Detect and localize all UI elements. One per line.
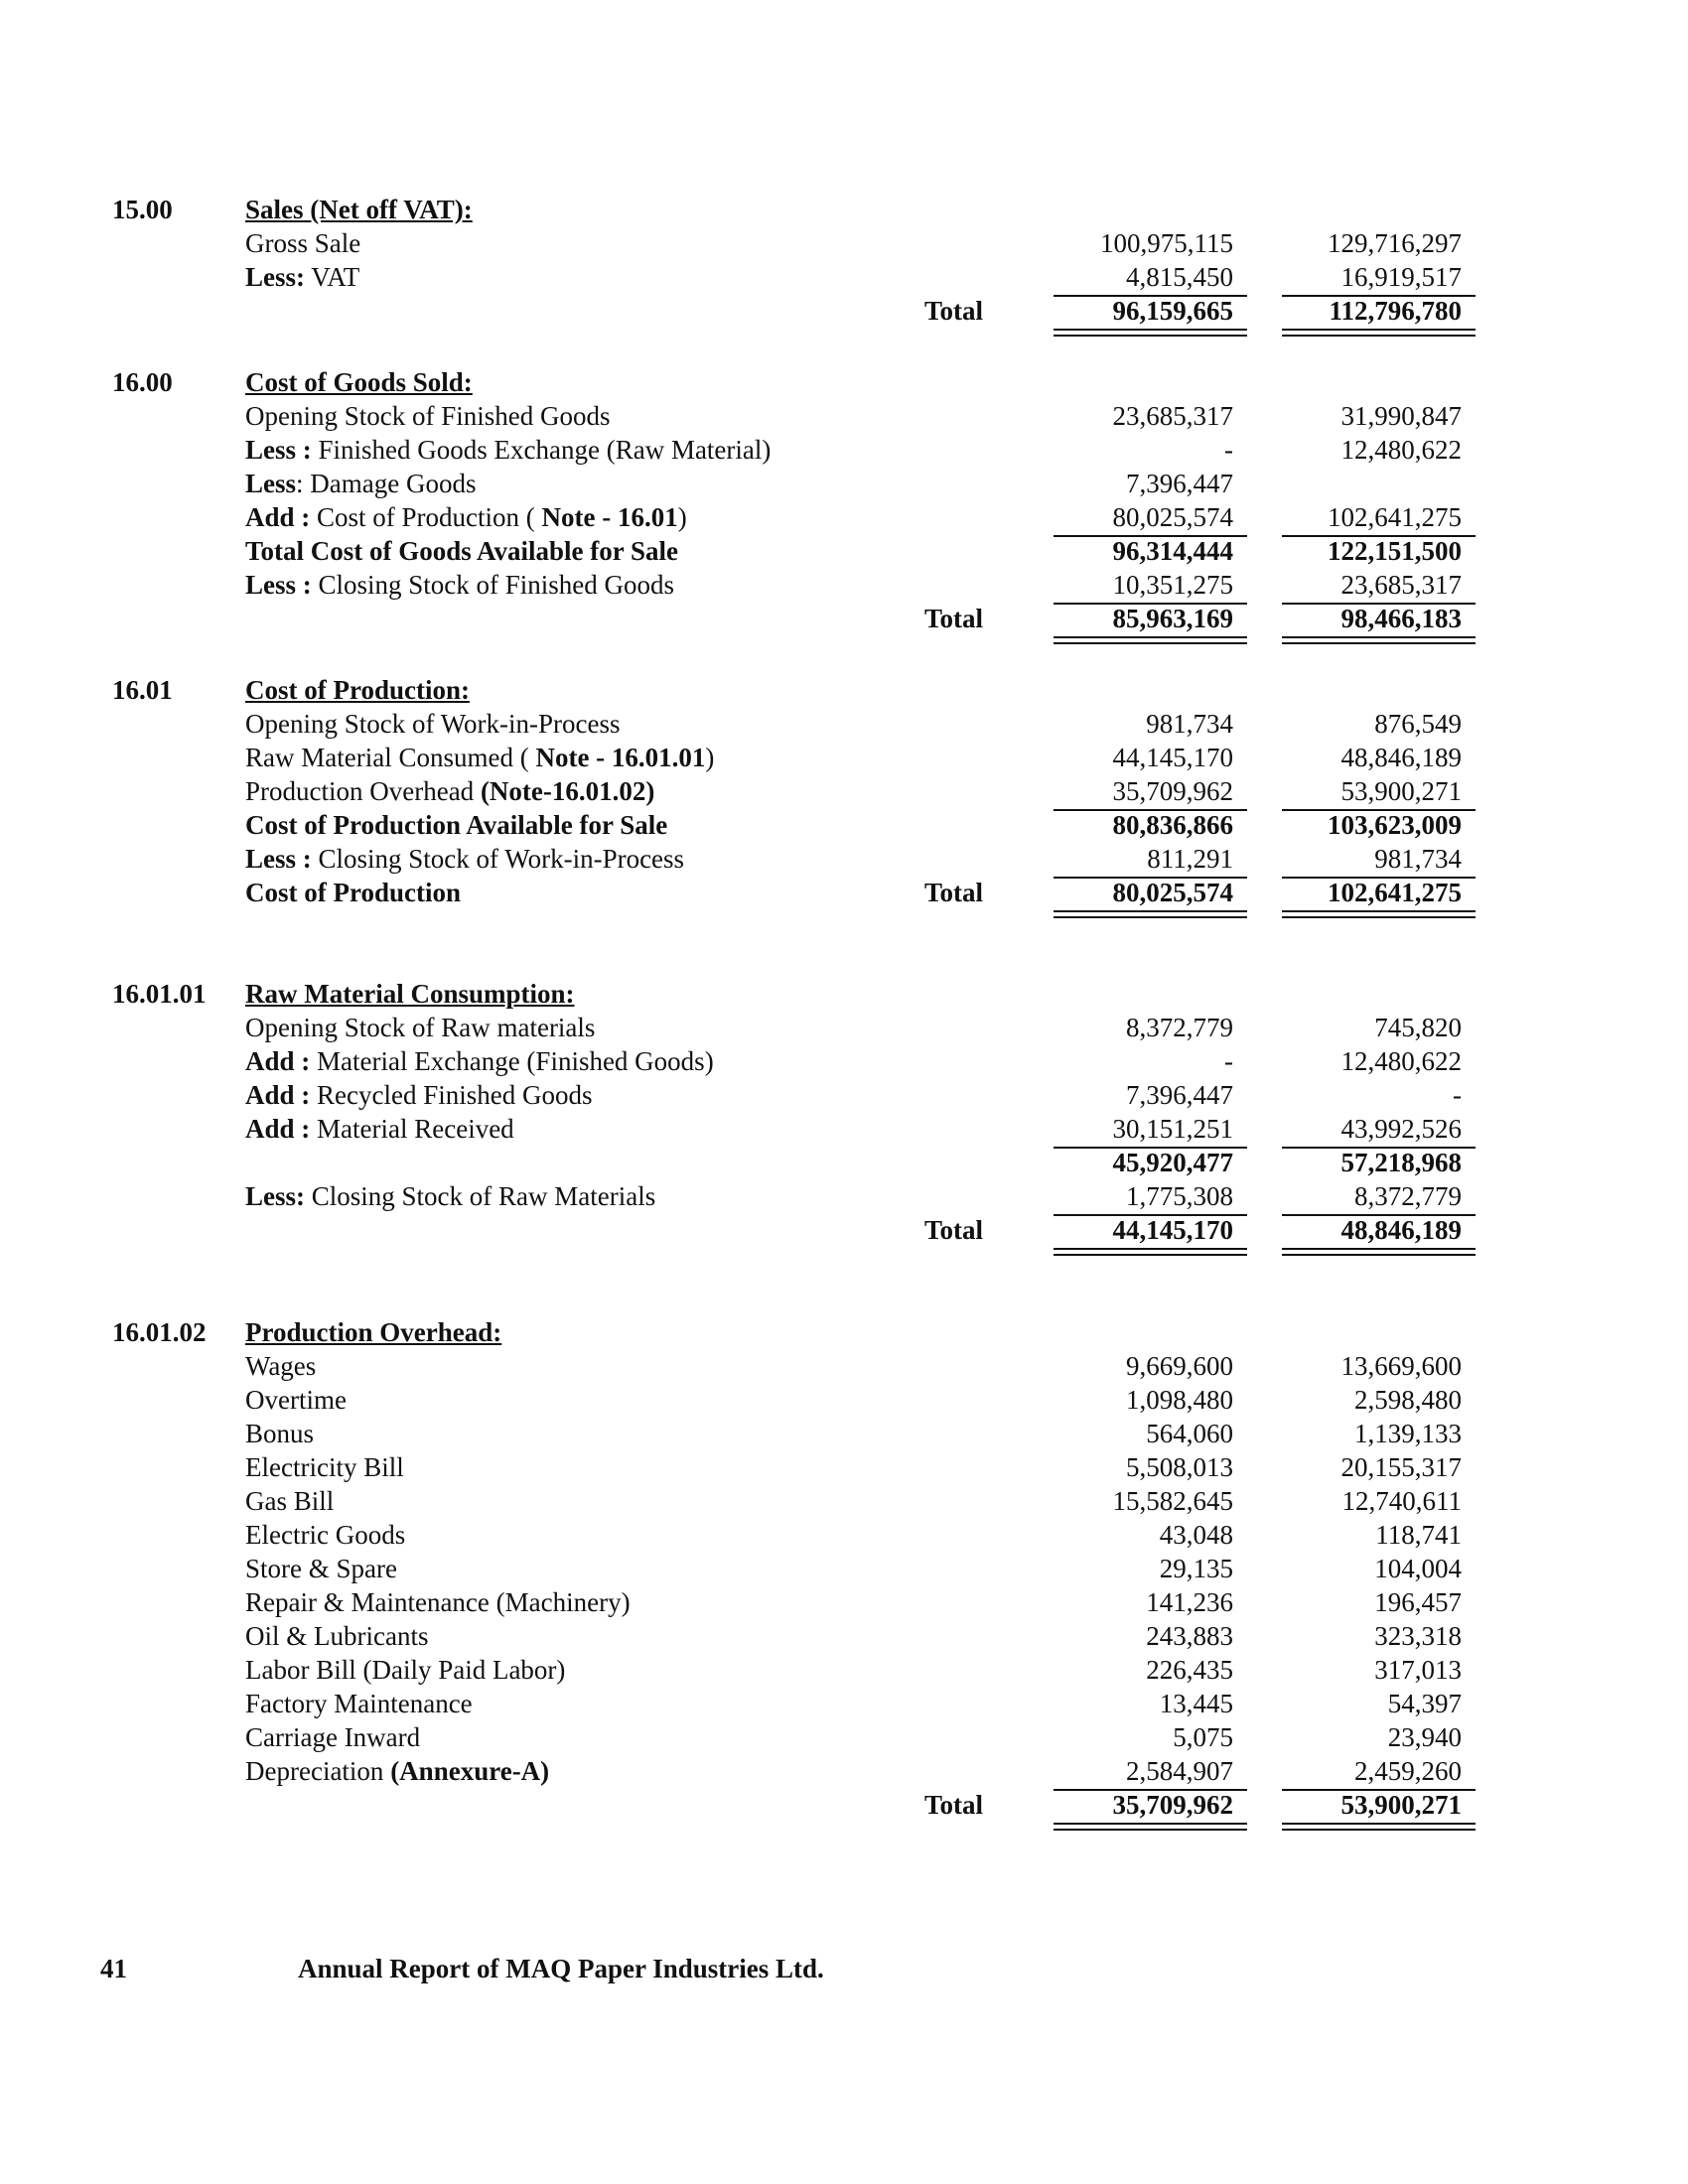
- line-item: [0, 1011, 1688, 1044]
- previous-year-total: 48,846,189: [1286, 1213, 1462, 1247]
- section-heading-row: [0, 673, 1688, 707]
- current-year-value: 7,396,447: [1126, 469, 1233, 498]
- overhead-item: [0, 1754, 1688, 1788]
- previous-year-value: 103,623,009: [1328, 810, 1462, 840]
- item-label: Opening Stock of Finished Goods: [245, 401, 611, 431]
- note-number: 16.01.01: [112, 979, 207, 1009]
- item-label: Wages: [245, 1351, 317, 1381]
- current-year-value: 564,060: [1146, 1419, 1233, 1448]
- item-label: Opening Stock of Raw materials: [245, 1013, 596, 1042]
- current-year-value: -: [1224, 1046, 1233, 1076]
- current-year-value: 23,685,317: [1112, 401, 1233, 431]
- item-label: Raw Material Consumed ( Note - 16.01.01): [245, 743, 715, 772]
- item-label: Less : Finished Goods Exchange (Raw Material): [245, 435, 772, 465]
- item-label: Overtime: [245, 1385, 347, 1415]
- overhead-item: [0, 1619, 1688, 1653]
- item-label: Bonus: [245, 1419, 315, 1448]
- overhead-item: [0, 1720, 1688, 1754]
- section-title: Raw Material Consumption:: [245, 979, 575, 1009]
- current-year-value: 100,975,115: [1100, 228, 1233, 258]
- current-year-value: 7,396,447: [1126, 1080, 1233, 1110]
- line-item: [0, 1078, 1688, 1112]
- previous-year-value: 118,741: [1375, 1520, 1462, 1550]
- overhead-item: [0, 1653, 1688, 1687]
- section-title: Cost of Goods Sold:: [245, 367, 473, 397]
- previous-year-value: 23,685,317: [1286, 568, 1462, 602]
- overhead-item: [0, 1687, 1688, 1720]
- section-heading-row: [0, 977, 1688, 1011]
- previous-year-value: 981,734: [1286, 842, 1462, 876]
- item-label: Add : Material Received: [245, 1114, 514, 1144]
- previous-year-value: 102,641,275: [1286, 500, 1462, 534]
- current-year-value: 43,048: [1159, 1520, 1233, 1550]
- item-label: Store & Spare: [245, 1554, 397, 1583]
- section-heading-row: [0, 1315, 1688, 1349]
- line-item: [0, 467, 1688, 500]
- item-label: Labor Bill (Daily Paid Labor): [245, 1655, 566, 1685]
- item-label: Less: Closing Stock of Raw Materials: [245, 1181, 656, 1211]
- previous-year-value: 2,459,260: [1286, 1754, 1462, 1788]
- note-number: 16.00: [112, 367, 173, 397]
- section-title: Cost of Production:: [245, 675, 470, 705]
- previous-year-value: 13,669,600: [1340, 1351, 1462, 1381]
- current-year-value: 5,508,013: [1126, 1452, 1233, 1482]
- previous-year-value: 12,480,622: [1340, 1046, 1462, 1076]
- item-label: Less : Closing Stock of Work-in-Process: [245, 844, 685, 874]
- previous-year-value: 876,549: [1374, 709, 1462, 739]
- note-number: 16.01.02: [112, 1317, 207, 1347]
- item-label: Gas Bill: [245, 1486, 335, 1516]
- current-year-value: 30,151,251: [1057, 1112, 1233, 1146]
- previous-year-value: 57,218,968: [1340, 1148, 1462, 1177]
- current-year-value: 15,582,645: [1112, 1486, 1233, 1516]
- current-year-total: 44,145,170: [1057, 1213, 1233, 1247]
- section-heading-row: [0, 193, 1688, 226]
- total-label: Total: [923, 604, 983, 633]
- section-heading-row: [0, 365, 1688, 399]
- current-year-value: 96,314,444: [1112, 536, 1233, 566]
- item-label: Carriage Inward: [245, 1722, 421, 1752]
- current-year-value: 811,291: [1057, 842, 1233, 876]
- previous-year-value: 1,139,133: [1354, 1419, 1462, 1448]
- item-label: Less : Closing Stock of Finished Goods: [245, 570, 675, 600]
- item-label: Repair & Maintenance (Machinery): [245, 1587, 631, 1617]
- overhead-item: [0, 1552, 1688, 1585]
- page-number: 41: [100, 1954, 127, 1983]
- current-year-value: 8,372,779: [1126, 1013, 1233, 1042]
- previous-year-total: 102,641,275: [1286, 876, 1462, 909]
- line-item: [0, 568, 1688, 602]
- section-title: Production Overhead:: [245, 1317, 502, 1347]
- item-label: Cost of Production Available for Sale: [245, 810, 668, 840]
- total-row: [0, 602, 1688, 635]
- item-label: Factory Maintenance: [245, 1689, 473, 1718]
- line-item: [0, 399, 1688, 433]
- current-year-value: 45,920,477: [1112, 1148, 1233, 1177]
- previous-year-value: 54,397: [1387, 1689, 1462, 1718]
- total-row: [0, 1213, 1688, 1247]
- previous-year-value: 323,318: [1374, 1621, 1462, 1651]
- line-item: [0, 1179, 1688, 1213]
- total-label: Total: [923, 1215, 983, 1245]
- item-label: Less: VAT: [245, 262, 360, 292]
- current-year-value: 44,145,170: [1112, 743, 1233, 772]
- previous-year-value: 8,372,779: [1286, 1179, 1462, 1213]
- previous-year-value: 12,480,622: [1340, 435, 1462, 465]
- previous-year-value: 43,992,526: [1286, 1112, 1462, 1146]
- previous-year-total: 112,796,780: [1286, 294, 1462, 328]
- previous-year-value: 317,013: [1374, 1655, 1462, 1685]
- previous-year-value: 2,598,480: [1354, 1385, 1462, 1415]
- item-label: Opening Stock of Work-in-Process: [245, 709, 621, 739]
- overhead-item: [0, 1518, 1688, 1552]
- note-number: 16.01: [112, 675, 173, 705]
- item-label: Production Overhead (Note-16.01.02): [245, 776, 655, 806]
- overhead-item: [0, 1383, 1688, 1417]
- previous-year-value: 12,740,611: [1341, 1486, 1462, 1516]
- item-label: Electricity Bill: [245, 1452, 404, 1482]
- overhead-item: [0, 1585, 1688, 1619]
- total-label: Total: [923, 296, 983, 326]
- subtotal-row: [0, 1146, 1688, 1179]
- previous-year-value: 53,900,271: [1286, 774, 1462, 808]
- previous-year-value: 104,004: [1374, 1554, 1462, 1583]
- current-year-value: 5,075: [1173, 1722, 1233, 1752]
- current-year-value: 80,025,574: [1057, 500, 1233, 534]
- item-label: Add : Cost of Production ( Note - 16.01): [245, 502, 687, 532]
- previous-year-value: 20,155,317: [1340, 1452, 1462, 1482]
- current-year-value: 29,135: [1159, 1554, 1233, 1583]
- current-year-value: 4,815,450: [1057, 260, 1233, 294]
- item-label: Gross Sale: [245, 228, 361, 258]
- item-label: Less: Damage Goods: [245, 469, 477, 498]
- current-year-value: 981,734: [1146, 709, 1233, 739]
- current-year-value: 80,836,866: [1112, 810, 1233, 840]
- current-year-value: -: [1224, 435, 1233, 465]
- item-label: Depreciation (Annexure-A): [245, 1756, 550, 1786]
- line-item: [0, 774, 1688, 808]
- current-year-total: 80,025,574: [1057, 876, 1233, 909]
- line-item: [0, 1044, 1688, 1078]
- current-year-value: 226,435: [1146, 1655, 1233, 1685]
- item-label: Oil & Lubricants: [245, 1621, 429, 1651]
- previous-year-value: 122,151,500: [1328, 536, 1462, 566]
- current-year-value: 2,584,907: [1057, 1754, 1233, 1788]
- previous-year-value: -: [1453, 1080, 1462, 1110]
- current-year-total: 96,159,665: [1057, 294, 1233, 328]
- line-item: [0, 226, 1688, 260]
- item-label: Electric Goods: [245, 1520, 406, 1550]
- total-label: Total: [923, 1790, 983, 1820]
- line-item: [0, 1112, 1688, 1146]
- overhead-item: [0, 1417, 1688, 1450]
- total-row: [0, 1788, 1688, 1822]
- line-item: [0, 260, 1688, 294]
- previous-year-value: 196,457: [1374, 1587, 1462, 1617]
- note-number: 15.00: [112, 195, 173, 224]
- current-year-value: 141,236: [1146, 1587, 1233, 1617]
- section-title: Sales (Net off VAT):: [245, 195, 473, 224]
- previous-year-value: 23,940: [1387, 1722, 1462, 1752]
- line-item: [0, 842, 1688, 876]
- total-row: [0, 876, 1688, 909]
- total-label: Total: [923, 878, 983, 907]
- line-item: [0, 500, 1688, 534]
- previous-year-value: 31,990,847: [1340, 401, 1462, 431]
- footer-report-title: Annual Report of MAQ Paper Industries Ltd.: [298, 1954, 824, 1983]
- previous-year-total: 98,466,183: [1286, 602, 1462, 635]
- line-item: [0, 741, 1688, 774]
- current-year-value: 10,351,275: [1057, 568, 1233, 602]
- subtotal-row: [0, 808, 1688, 842]
- line-item: [0, 433, 1688, 467]
- overhead-item: [0, 1349, 1688, 1383]
- item-label: Cost of Production: [245, 878, 462, 907]
- line-item: [0, 707, 1688, 741]
- current-year-value: 1,098,480: [1126, 1385, 1233, 1415]
- previous-year-value: 16,919,517: [1286, 260, 1462, 294]
- item-label: Add : Recycled Finished Goods: [245, 1080, 593, 1110]
- overhead-item: [0, 1484, 1688, 1518]
- current-year-total: 35,709,962: [1057, 1788, 1233, 1822]
- current-year-value: 9,669,600: [1126, 1351, 1233, 1381]
- current-year-value: 1,775,308: [1057, 1179, 1233, 1213]
- total-row: [0, 294, 1688, 328]
- previous-year-total: 53,900,271: [1286, 1788, 1462, 1822]
- current-year-value: 35,709,962: [1057, 774, 1233, 808]
- current-year-value: 13,445: [1159, 1689, 1233, 1718]
- current-year-total: 85,963,169: [1057, 602, 1233, 635]
- current-year-value: 243,883: [1146, 1621, 1233, 1651]
- previous-year-value: 129,716,297: [1328, 228, 1462, 258]
- previous-year-value: 745,820: [1374, 1013, 1462, 1042]
- previous-year-value: 48,846,189: [1340, 743, 1462, 772]
- overhead-item: [0, 1450, 1688, 1484]
- item-label: Add : Material Exchange (Finished Goods): [245, 1046, 714, 1076]
- item-label: Total Cost of Goods Available for Sale: [245, 536, 679, 566]
- subtotal-row: [0, 534, 1688, 568]
